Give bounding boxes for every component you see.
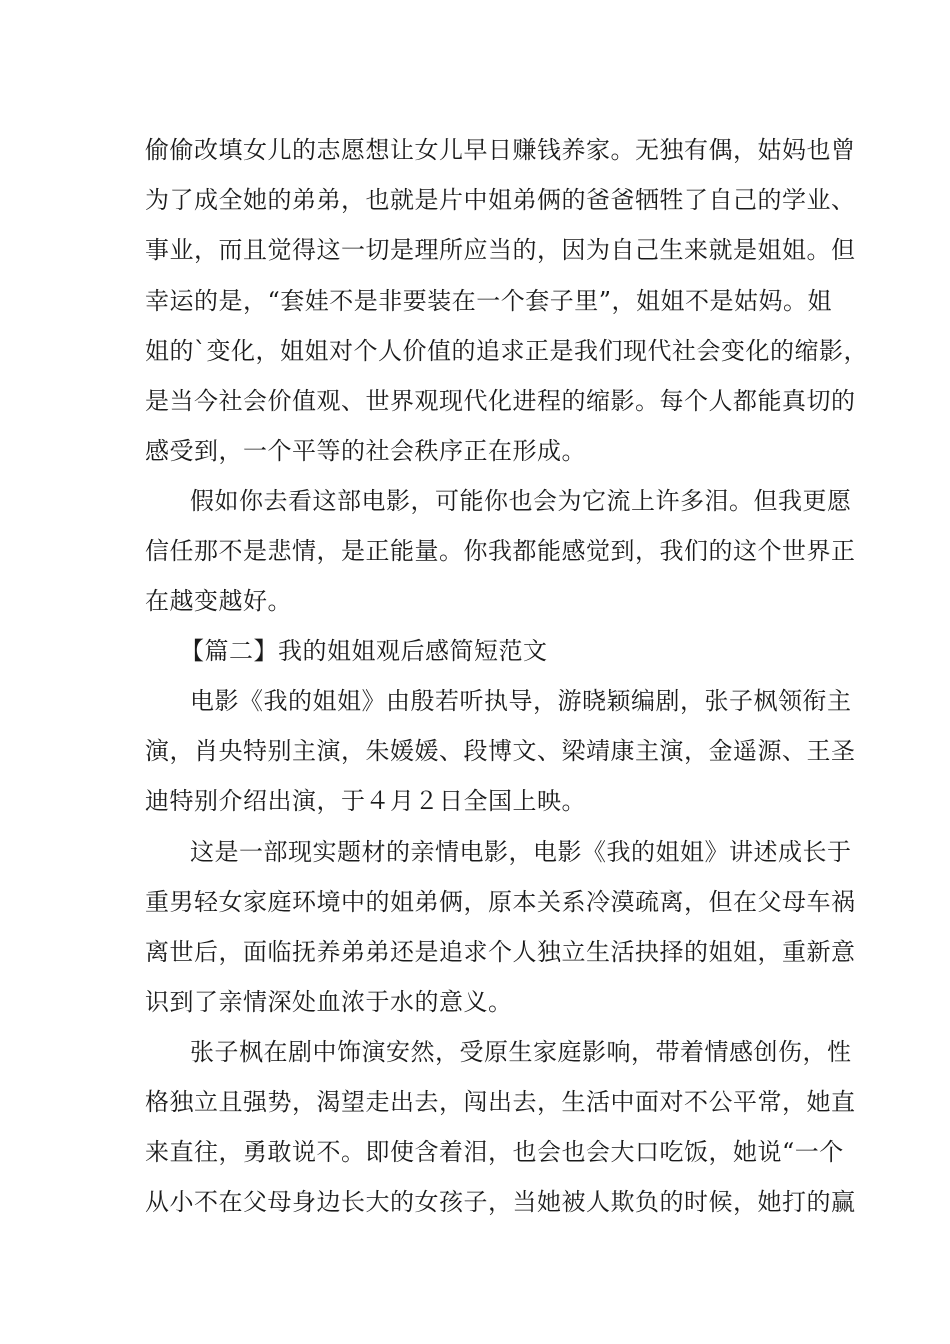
text-line: 感受到，一个平等的社会秩序正在形成。 [145, 437, 586, 465]
text-line: 离世后，面临抚养弟弟还是追求个人独立生活抉择的姐姐，重新意 [145, 938, 856, 966]
section-heading: 【篇二】我的姐姐观后感简短范文 [180, 637, 548, 665]
text-line: 识到了亲情深处血浓于水的意义。 [145, 988, 513, 1016]
text-line: 幸运的是，“套娃不是非要装在一个套子里”，姐姐不是姑妈。姐 [145, 287, 833, 315]
text-line: 迪特别介绍出演，于４月２日全国上映。 [145, 787, 586, 815]
text-line: 事业，而且觉得这一切是理所应当的，因为自己生来就是姐姐。但 [145, 236, 856, 264]
text-line: 演，肖央特别主演，朱媛媛、段博文、梁靖康主演，金遥源、王圣 [145, 737, 856, 765]
paragraph-first-line: 电影《我的姐姐》由殷若听执导，游晓颖编剧，张子枫领衔主 [190, 687, 852, 715]
text-line: 在越变越好。 [145, 587, 292, 615]
paragraph-first-line: 这是一部现实题材的亲情电影，电影《我的姐姐》讲述成长于 [190, 838, 852, 866]
text-line: 姐的`变化，姐姐对个人价值的追求正是我们现代社会变化的缩影， [145, 337, 868, 365]
text-line: 信任那不是悲情，是正能量。你我都能感觉到，我们的这个世界正 [145, 537, 856, 565]
paragraph-first-line: 假如你去看这部电影，可能你也会为它流上许多泪。但我更愿 [190, 487, 852, 515]
text-line: 从小不在父母身边长大的女孩子，当她被人欺负的时候，她打的赢 [145, 1188, 856, 1216]
text-line: 是当今社会价值观、世界观现代化进程的缩影。每个人都能真切的 [145, 387, 856, 415]
text-line: 偷偷改填女儿的志愿想让女儿早日赚钱养家。无独有偶，姑妈也曾 [145, 136, 856, 164]
text-line: 为了成全她的弟弟，也就是片中姐弟俩的爸爸牺牲了自己的学业、 [145, 186, 856, 214]
text-line: 重男轻女家庭环境中的姐弟俩，原本关系冷漠疏离，但在父母车祸 [145, 888, 856, 916]
text-line: 来直往，勇敢说不。即使含着泪，也会也会大口吃饭，她说“一个 [145, 1138, 844, 1166]
paragraph-first-line: 张子枫在剧中饰演安然，受原生家庭影响，带着情感创伤，性 [190, 1038, 852, 1066]
text-line: 格独立且强势，渴望走出去，闯出去，生活中面对不公平常，她直 [145, 1088, 856, 1116]
